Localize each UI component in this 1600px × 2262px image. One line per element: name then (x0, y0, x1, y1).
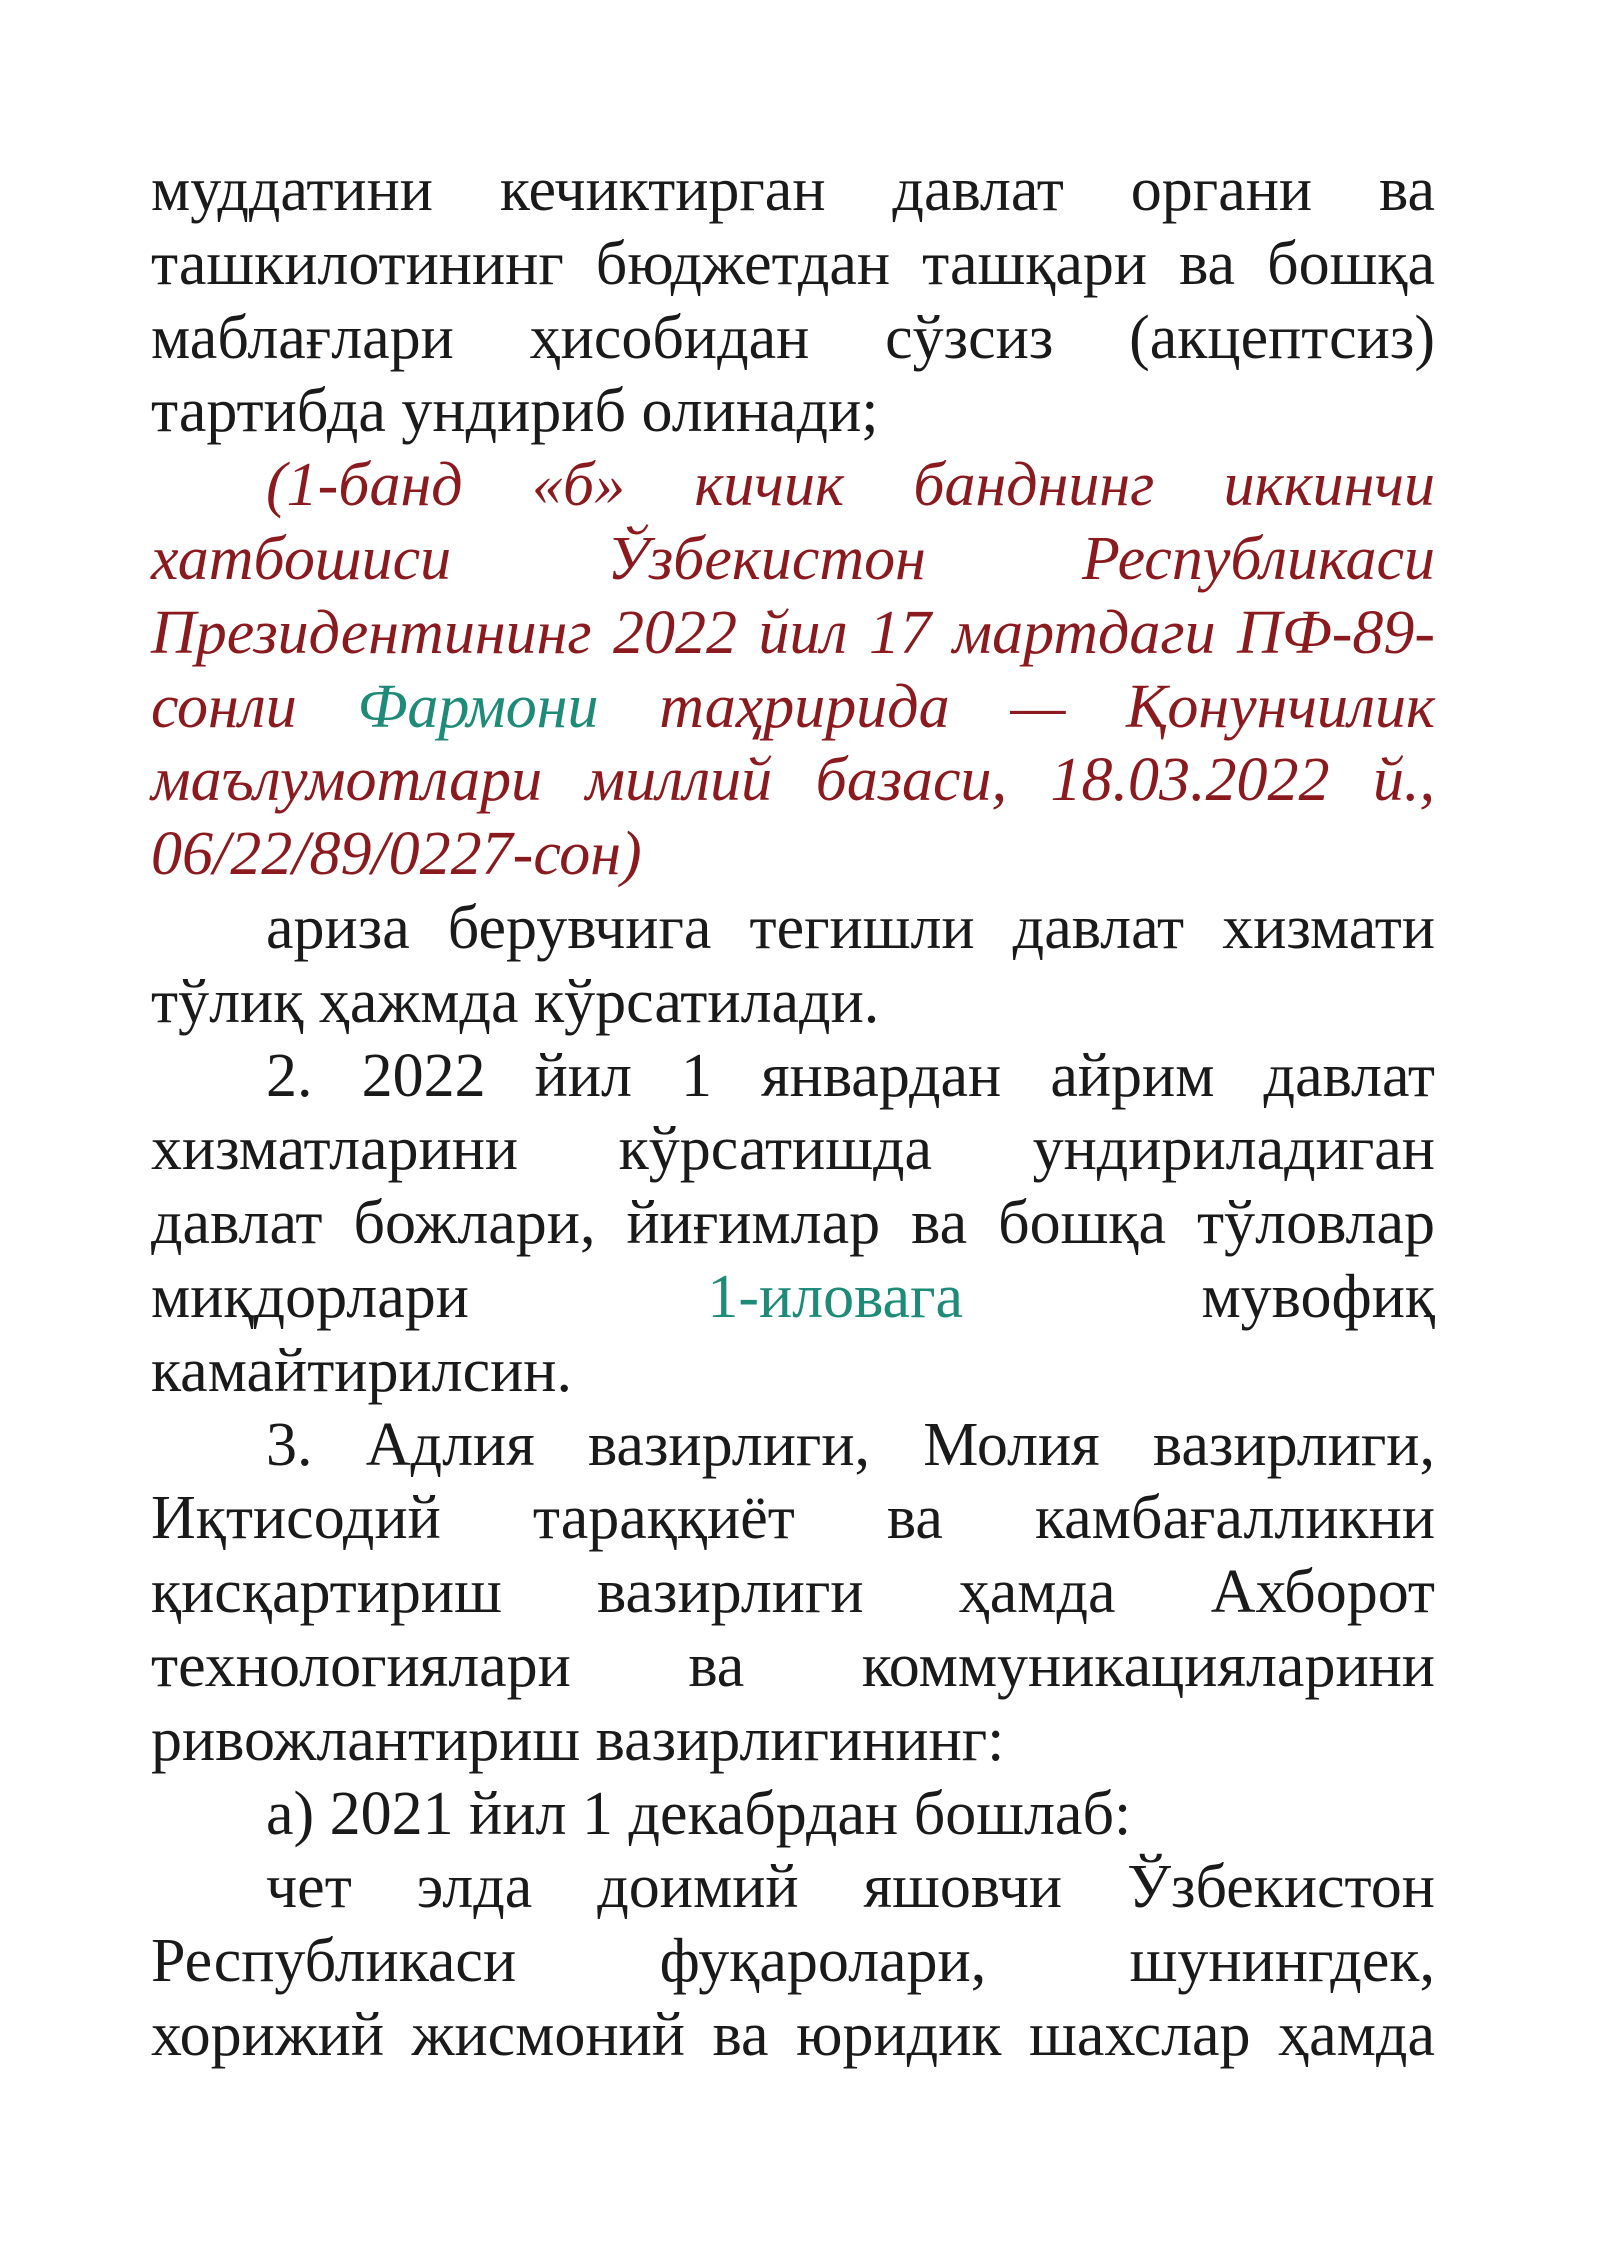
paragraph-line: қисқартириш вазирлиги ҳамда Ахборот (151, 1558, 1435, 1627)
paragraph-text: миқдорлари (151, 1262, 708, 1331)
paragraph-line: чет элда доимий яшовчи Ўзбекистон (266, 1853, 1435, 1922)
note-line (151, 671, 1435, 745)
note-line: 06/22/89/0227-сон) (151, 820, 642, 889)
note-line: маълумотлари миллий базаси, 18.03.2022 й., (151, 746, 1435, 815)
paragraph-line: давлат божлари, йиғимлар ва бошқа тўловлар (151, 1189, 1435, 1258)
paragraph-applicant-service (151, 892, 1435, 1040)
paragraph-line: тўлиқ ҳажмда кўрсатилади. (151, 967, 880, 1036)
paragraph-text: мувофиқ (963, 1262, 1436, 1331)
paragraph-line: ривожлантириш вазирлигининг: (151, 1705, 1005, 1774)
paragraph-item-3 (151, 1409, 1435, 1778)
paragraph-subitem-a (151, 1778, 1435, 1852)
note-line: Президентининг 2022 йил 17 мартдаги ПФ-89- (151, 598, 1435, 667)
paragraph-line: муддатини кечиктирган давлат органи ва (151, 156, 1435, 224)
decree-link[interactable]: Фармони (357, 672, 599, 741)
paragraph-line: камайтирилсин. (151, 1336, 572, 1405)
paragraph-line (151, 1261, 1435, 1335)
paragraph-line: 3. Адлия вазирлиги, Молия вазирлиги, (266, 1410, 1435, 1479)
paragraph-line: 2. 2022 йил 1 январдан айрим давлат (266, 1041, 1435, 1110)
paragraph-line: хорижий жисмоний ва юридик шахслар ҳамда (151, 2000, 1435, 2069)
paragraph-continuation (151, 154, 1435, 449)
paragraph-line: Иқтисодий тараққиёт ва камбағалликни (151, 1484, 1435, 1553)
paragraph-item-2 (151, 1040, 1435, 1409)
paragraph-line: ариза берувчига тегишли давлат хизмати (266, 893, 1435, 962)
paragraph-line: тартибда ундириб олинади; (151, 377, 879, 446)
paragraph-foreign-citizens (151, 1851, 1435, 2072)
appendix-link[interactable]: 1-иловага (707, 1262, 964, 1331)
paragraph-line: ташкилотининг бюджетдан ташқари ва бошқа (151, 229, 1435, 298)
note-text: сонли (151, 672, 358, 741)
document-body (151, 154, 1435, 2073)
paragraph-line: маблағлари ҳисобидан сўзсиз (акцептсиз) (151, 303, 1435, 372)
note-line: (1-банд «б» кичик банднинг иккинчи (266, 451, 1435, 520)
paragraph-line: хизматларини кўрсатишда ундириладиган (151, 1115, 1435, 1184)
paragraph-line: Республикаси фуқаролари, шунингдек, (151, 1927, 1435, 1996)
paragraph-line: технологиялари ва коммуникацияларини (151, 1631, 1435, 1700)
paragraph-line: а) 2021 йил 1 декабрдан бошлаб: (266, 1779, 1132, 1848)
note-text: таҳририда — Қонунчилик (598, 672, 1435, 741)
amendment-note (151, 449, 1435, 892)
note-line: хатбошиси Ўзбекистон Республикаси (151, 524, 1435, 593)
